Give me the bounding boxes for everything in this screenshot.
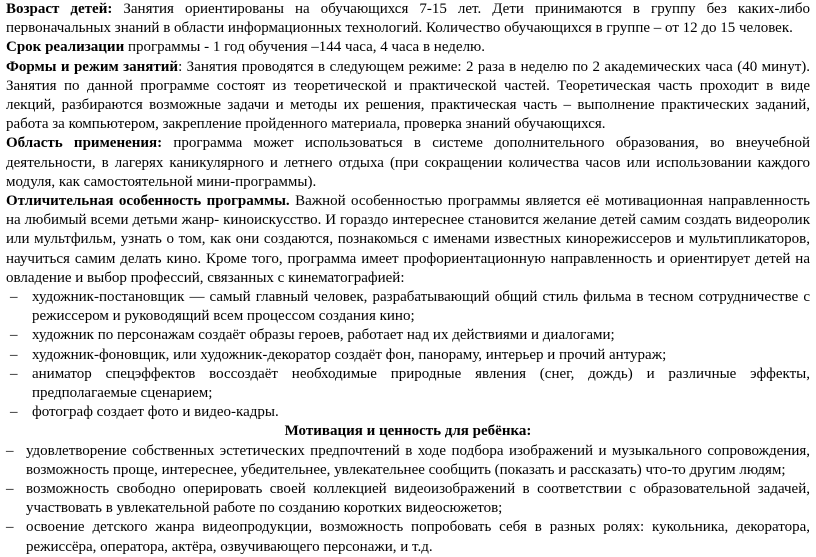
list-item-text: освоение детского жанра видеопродукции, возможность попробовать себя в разных ролях: кукольника, декоратора, режиссёра, оператора, актёра, озвучивающего персонажи, и т.д. (26, 519, 810, 555)
bullet-dash: – (10, 327, 18, 344)
list-item-text: фотограф создает фото и видео-кадры. (32, 404, 279, 421)
list-item-text: художник-постановщик — самый главный человек, разрабатывающий общий стиль фильма в тесном сотрудничестве с режиссером и руководящий всем процессом создания кино; (32, 289, 810, 325)
list-item-text: возможность свободно оперировать своей коллекцией видеоизображений в соответствии с образовательной задачей, участвовать в увлекательной работе по созданию коротких видеосюжетов; (26, 481, 810, 517)
age-text: Занятия ориентированы на обучающихся 7-15 лет. Дети принимаются в группу без каких-либо первоначальных знаний в области информационных технологий. Количество обучающихся в группе – от 12 до 15 человек. (6, 1, 810, 37)
motivation-list (6, 442, 810, 557)
list-item (6, 346, 810, 365)
bullet-dash: – (10, 346, 18, 363)
bullet-dash: – (10, 404, 18, 421)
list-item (6, 288, 810, 326)
forms-paragraph (6, 58, 810, 135)
term-text: программы - 1 год обучения –144 часа, 4 часа в неделю. (124, 39, 486, 56)
age-paragraph (6, 0, 810, 38)
bullet-dash: – (10, 365, 18, 382)
scope-label: Область применения: (6, 135, 163, 152)
forms-text: : Занятия проводятся в следующем режиме: 2 раза в неделю по 2 академических часа (40 минут). Занятия по данной программе состоят из теоретической и практической частей. Теоретическая часть проходит в виде лекций, разбираются возможные задачи и методы их решения, практическая часть – выполнение практических заданий, работа за компьютером, закрепление пройденного материала, проверка знаний обучающихся. (6, 58, 811, 133)
bullet-dash: – (6, 481, 14, 498)
age-label: Возраст детей: (6, 1, 113, 17)
bullet-dash: – (6, 442, 14, 459)
term-paragraph (6, 38, 810, 57)
term-label: Срок реализации (6, 39, 125, 56)
motivation-heading: Мотивация и ценность для ребёнка: (284, 423, 532, 440)
scope-text: программа может использоваться в системе дополнительного образования, во внеучебной деятельности, в лагерях каникулярного и летнего отдыха (при сокращении количества часов или использовании каждого модуля, как самостоятельной мини-программы). (6, 135, 810, 190)
feature-paragraph (6, 192, 810, 288)
list-item (6, 403, 810, 422)
list-item-text: художник-фоновщик, или художник-декоратор создаёт фон, панораму, интерьер и прочий антураж; (32, 346, 667, 363)
scope-paragraph (6, 134, 810, 192)
bullet-dash: – (6, 519, 14, 536)
feature-label: Отличительная особенность программы. (6, 193, 290, 210)
list-item-text: аниматор спецэффектов воссоздаёт необходимые природные явления (снег, дождь) и различные эффекты, предполагаемые сценарием; (32, 365, 810, 402)
list-item (6, 518, 810, 556)
list-item (6, 365, 810, 403)
list-item (6, 480, 810, 518)
bullet-dash: – (10, 289, 18, 306)
feature-text: Важной особенностью программы является её мотивационная направленность на любимый всеми детьми жанр- киноискусство. И гораздо интереснее становится желание детей самим создать видеоролик или мультфильм, узнать о том, как они создаются, познакомься с именами известных кинорежиссеров и мультипликаторов, научиться самим делать кино. Кроме того, программа имеет профориентационную направленность и ориентирует детей на овладение и выбор профессий, связанных с кинематографией: (6, 193, 811, 286)
list-item-text: удовлетворение собственных эстетических предпочтений в ходе подбора изображений и музыкального сопровождения, возможность проще, интереснее, убедительнее, увлекательнее сообщить (показать и рассказать) что-то другим людям; (26, 442, 810, 478)
list-item (6, 442, 810, 480)
professions-list (6, 288, 810, 422)
forms-label: Формы и режим занятий (6, 58, 179, 75)
list-item (6, 326, 810, 345)
list-item-text: художник по персонажам создаёт образы героев, работает над их действиями и диалогами; (32, 327, 615, 344)
